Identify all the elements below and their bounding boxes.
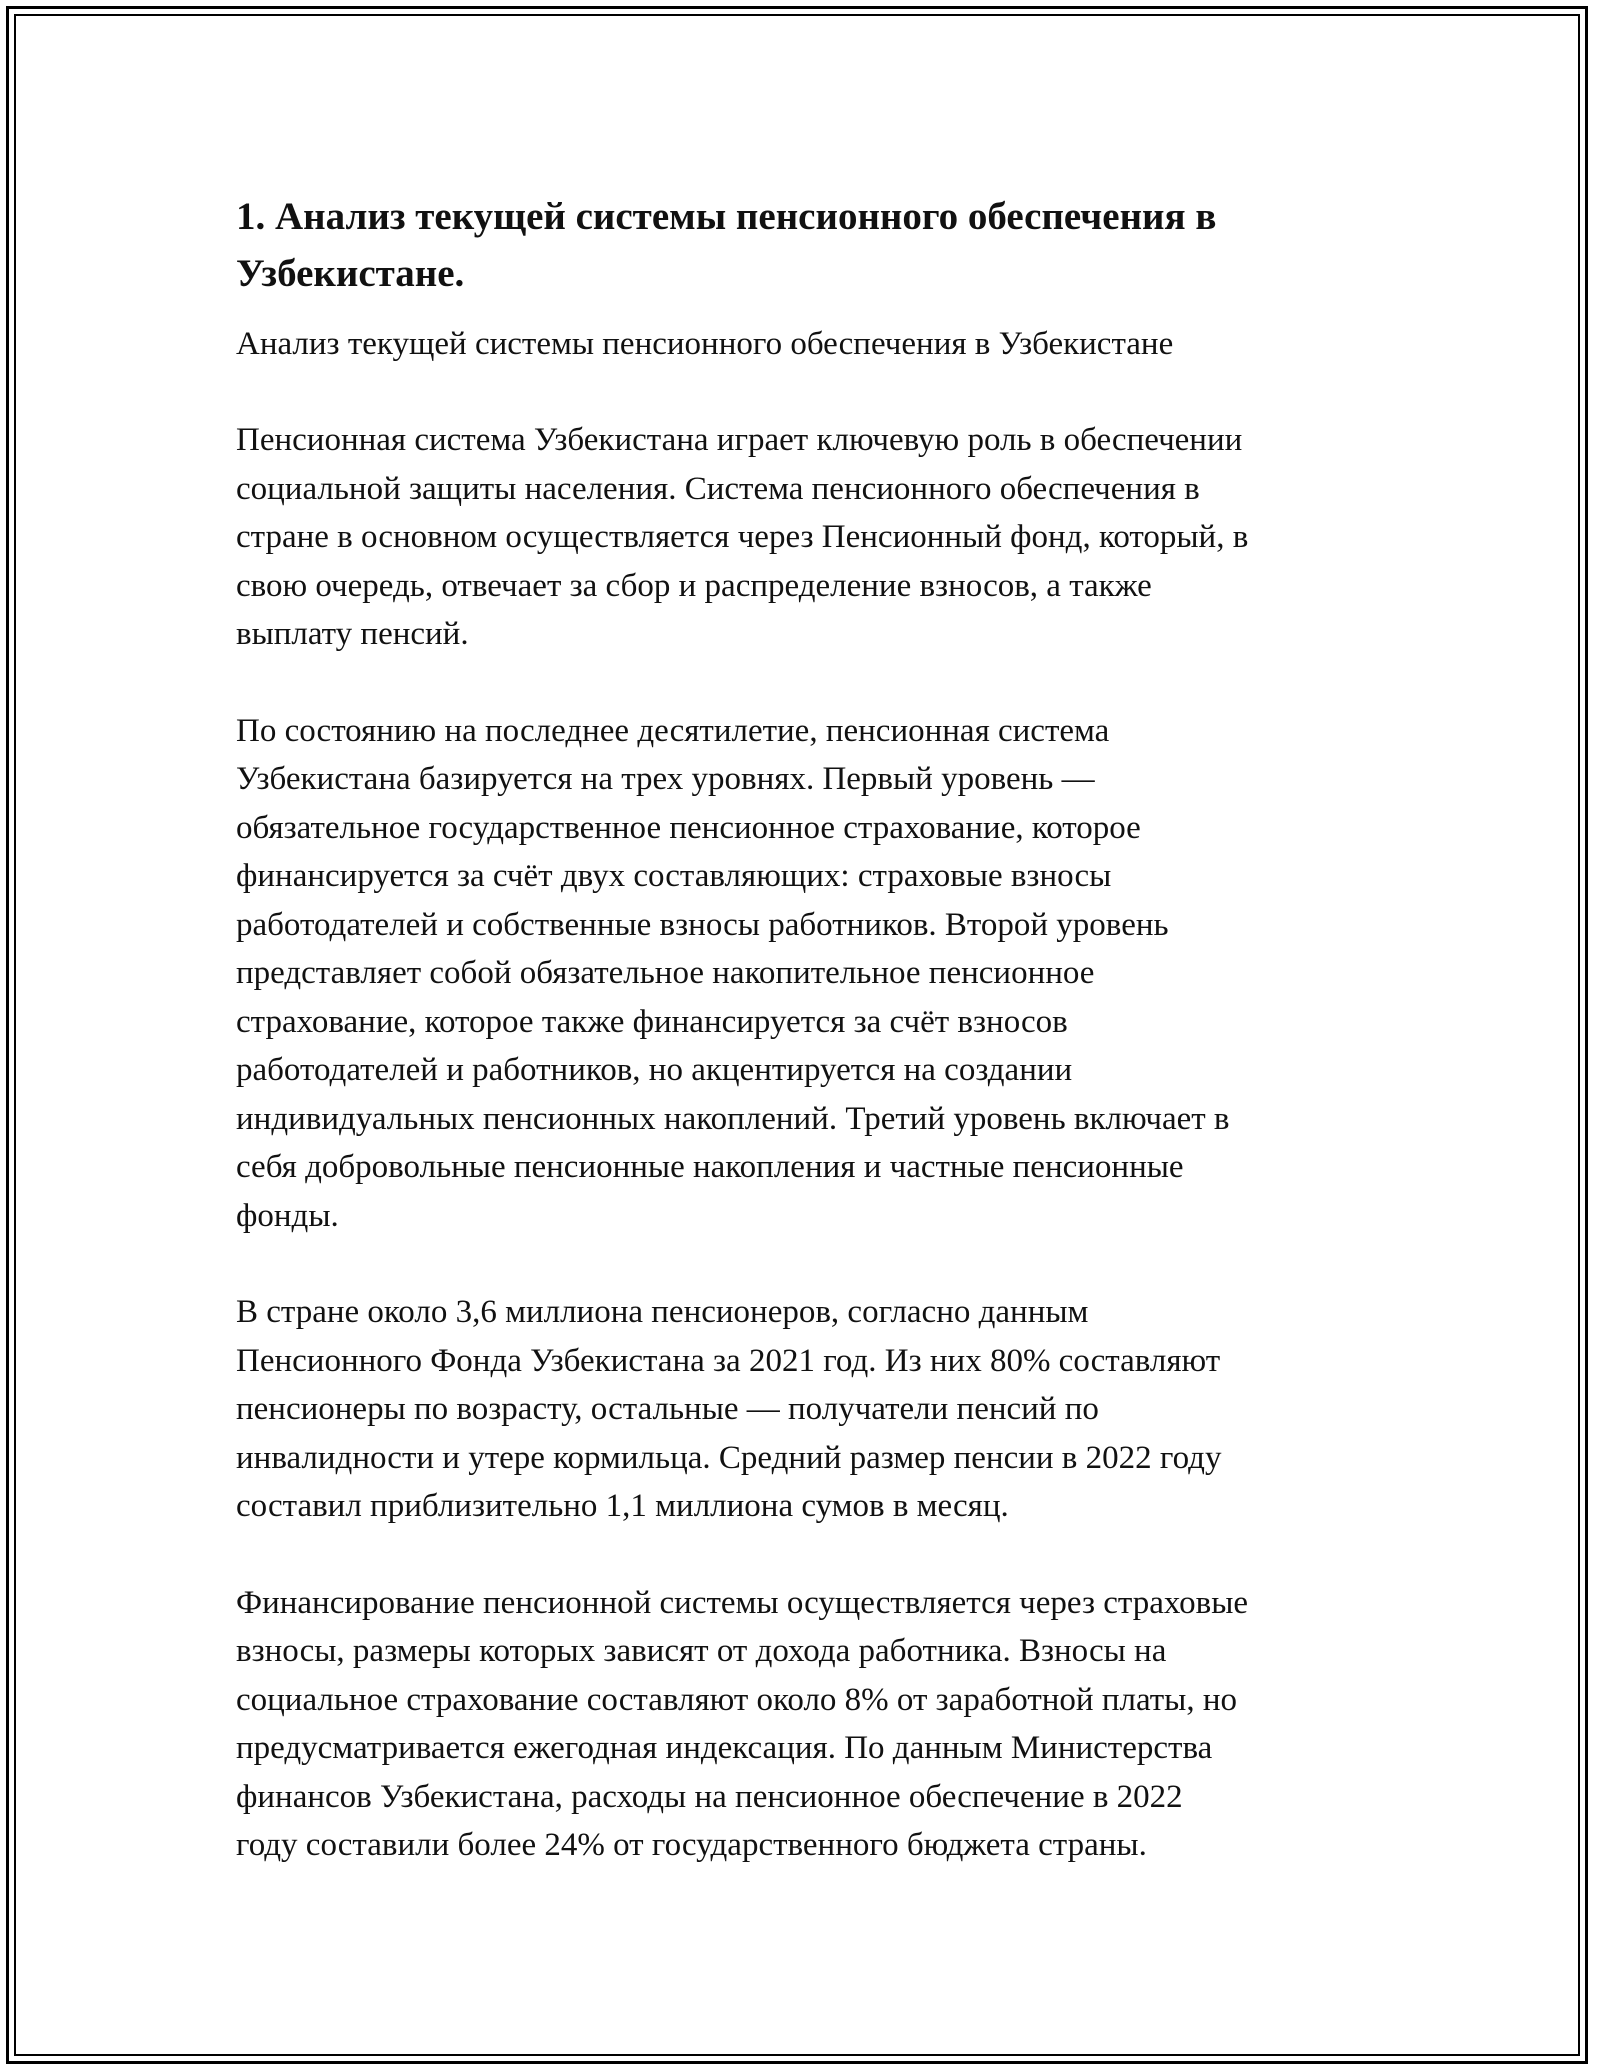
section-heading: 1. Анализ текущей системы пенсионного обеспечения в Узбекистане. [236, 195, 1217, 295]
paragraph-pension-system-overview: Пенсионная система Узбекистана играет ключевую роль в обеспечении социальной защиты населения. Система пенсионного обеспечения в стране в основном осуществляется через Пенсионный фонд, который, в свою очередь, отвечает за сбор и распределение взносов, а также выплату пенсий. [236, 422, 1249, 652]
paragraph-financing: Финансирование пенсионной системы осуществляется через страховые взносы, размеры которых зависят от дохода работника. Взносы на социальное страхование составляют около 8% от заработной платы, но предусматривается ежегодная индексация. По данным Министерства финансов Узбекистана, расходы на пенсионное обеспечение в 2022 году составили более 24% от государственного бюджета страны. [236, 1584, 1249, 1863]
document-content [236, 188, 1376, 1870]
paragraph-pensioner-statistics: В стране около 3,6 миллиона пенсионеров, согласно данным Пенсионного Фонда Узбекистана за 2021 год. Из них 80% составляют пенсионеры по возрасту, остальные — получатели пенсий по инвалидности и утере кормильца. Средний размер пенсии в 2022 году составил приблизительно 1,1 миллиона сумов в месяц. [236, 1294, 1222, 1524]
paragraph-three-levels: По состоянию на последнее десятилетие, пенсионная система Узбекистана базируется на трех уровнях. Первый уровень — обязательное государственное пенсионное страхование, которое финансируется за счёт двух составляющих: страховые взносы работодателей и собственные взносы работников. Второй уровень представляет собой обязательное накопительное пенсионное страхование, которое также финансируется за счёт взносов работодателей и работников, но акцентируется на создании индивидуальных пенсионных накоплений. Третий уровень включает в себя добровольные пенсионные накопления и частные пенсионные фонды. [236, 712, 1230, 1234]
section-subtitle: Анализ текущей системы пенсионного обеспечения в Узбекистане [236, 326, 1174, 362]
